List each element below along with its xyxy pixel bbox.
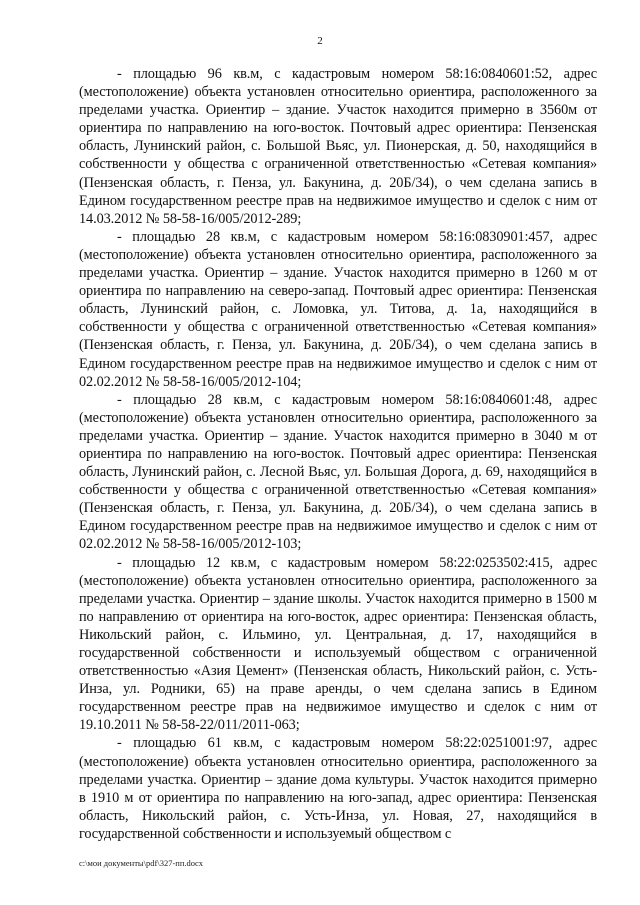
- paragraph-plot-28-lesnoy-vyas: - площадью 28 кв.м, с кадастровым номером 58:16:0840601:48, адрес (местоположение) объекта установлен относительно ориентира, расположенного за пределами участка. Ориентир – здание. Участок находится примерно в 3040 м от ориентира по направлению на юго-восток. Почтовый адрес ориентира: Пензенская область, Лунинский район, с. Лесной Вьяс, ул. Большая Дорога, д. 69, находящийся в собственности у общества с ограниченной ответственностью «Сетевая компания» (Пензенская область, г. Пенза, ул. Бакунина, д. 20Б/34), о чем сделана запись в Едином государственном реестре прав на недвижимое имущество и сделок с ним от 02.02.2012 № 58-58-16/005/2012-103;: [79, 391, 597, 553]
- paragraph-plot-28-lomovka: - площадью 28 кв.м, с кадастровым номером 58:16:0830901:457, адрес (местоположение) объекта установлен относительно ориентира, расположенного за пределами участка. Ориентир – здание. Участок находится примерно в 1260 м от ориентира по направлению на северо-запад. Почтовый адрес ориентира: Пензенская область, Лунинский район, с. Ломовка, ул. Титова, д. 1а, находящийся в собственности у общества с ограниченной ответственностью «Сетевая компания» (Пензенская область, г. Пенза, ул. Бакунина, д. 20Б/34), о чем сделана запись в Едином государственном реестре прав на недвижимое имущество и сделок с ним от 02.02.2012 № 58-58-16/005/2012-104;: [79, 228, 597, 390]
- footer-file-path: c:\мои документы\pdf\327-пп.docx: [79, 858, 204, 868]
- document-body: [79, 65, 597, 843]
- paragraph-plot-12: - площадью 12 кв.м, с кадастровым номером 58:22:0253502:415, адрес (местоположение) объекта установлен относительно ориентира, расположенного за пределами участка. Ориентир – здание школы. Участок находится примерно в 1500 м по направлению от ориентира на юго-восток, адрес ориентира: Пензенская область, Никольский район, с. Ильмино, ул. Центральная, д. 17, находящийся в государственной собственности и используемый обществом с ограниченной ответственностью «Азия Цемент» (Пензенская область, Никольский район, с. Усть-Инза, ул. Родники, 65) на праве аренды, о чем сделана запись в Едином государственном реестре прав на недвижимое имущество и сделок с ним от 19.10.2011 № 58-58-22/011/2011-063;: [79, 554, 597, 734]
- page-number: 2: [317, 35, 323, 47]
- paragraph-plot-61: - площадью 61 кв.м, с кадастровым номером 58:22:0251001:97, адрес (местоположение) объекта установлен относительно ориентира, расположенного за пределами участка. Ориентир – здание дома культуры. Участок находится примерно в 1910 м от ориентира по направлению на юго-запад, адрес ориентира: Пензенская область, Никольский район, с. Усть-Инза, ул. Новая, 27, находящийся в государственной собственности и используемый обществом с: [79, 735, 597, 842]
- paragraph-plot-96: - площадью 96 кв.м, с кадастровым номером 58:16:0840601:52, адрес (местоположение) объекта установлен относительно ориентира, расположенного за пределами участка. Ориентир – здание. Участок находится примерно в 3560м от ориентира по направлению на юго-восток. Почтовый адрес ориентира: Пензенская область, Лунинский район, с. Большой Вьяс, ул. Пионерская, д. 50, находящийся в собственности у общества с ограниченной ответственностью «Сетевая компания» (Пензенская область, г. Пенза, ул. Бакунина, д. 20Б/34), о чем сделана запись в Едином государственном реестре прав на недвижимое имущество и сделок с ним от 14.03.2012 № 58-58-16/005/2012-289;: [79, 66, 597, 227]
